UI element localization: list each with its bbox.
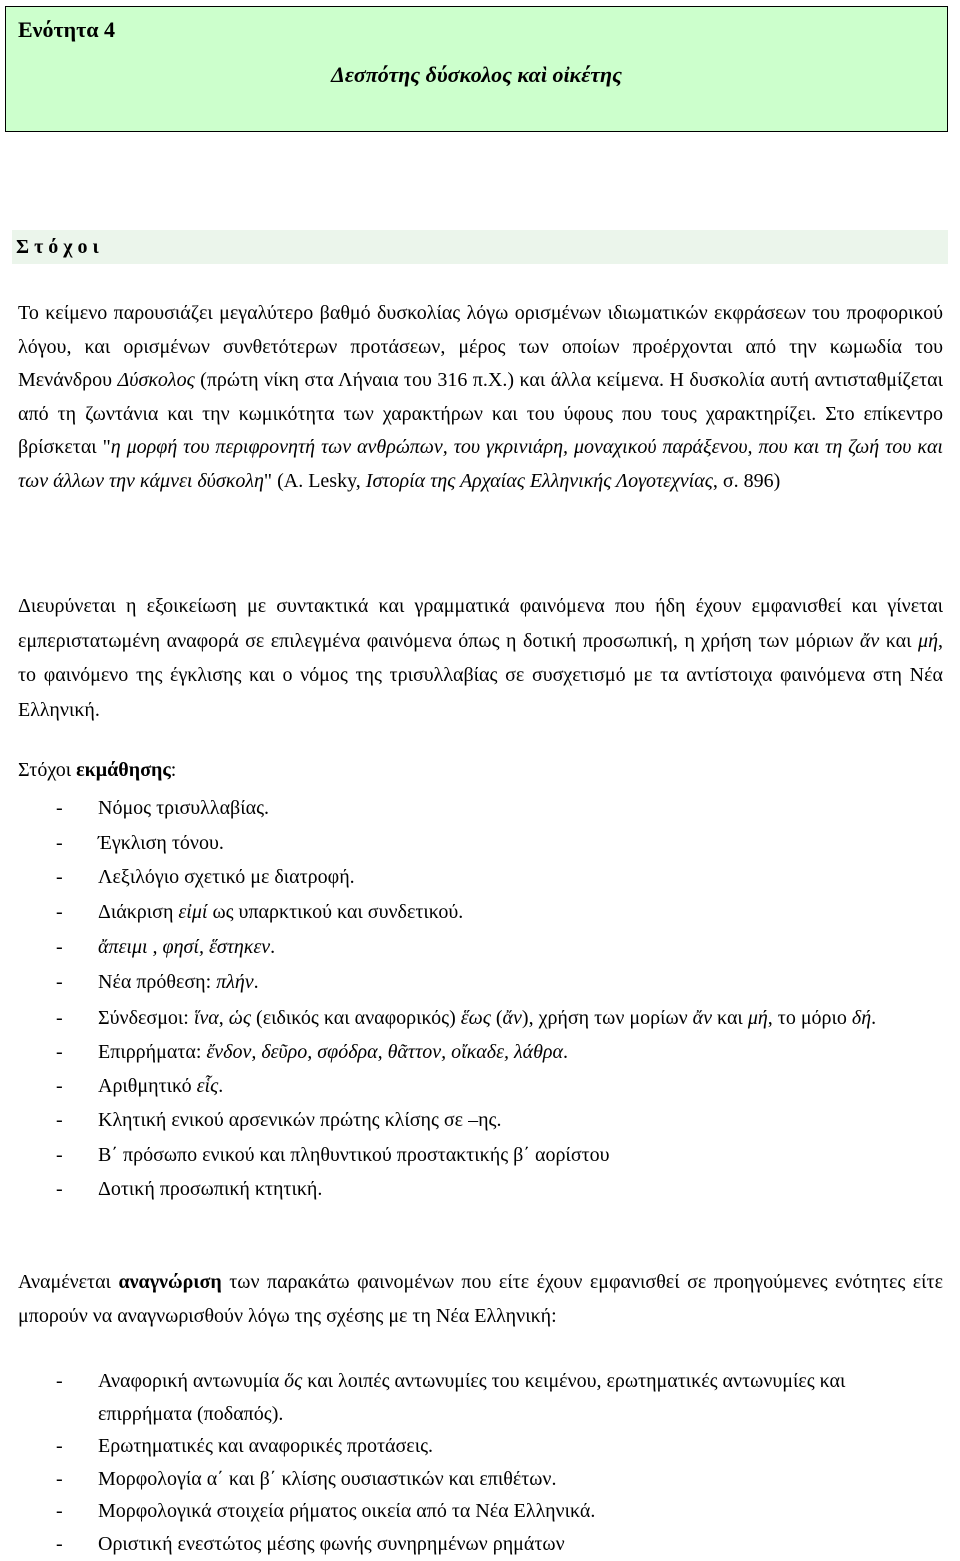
rec-bold: αναγνώριση	[118, 1271, 222, 1293]
list-item	[18, 1174, 943, 1205]
list-item-text: Νόμος τρισυλλαβίας.	[98, 797, 269, 819]
list-item	[18, 932, 943, 963]
list-item-italic-text: ἄν	[502, 1007, 522, 1029]
fam-mi: μή	[918, 629, 939, 652]
list-item-text: Σύνδεσμοι:	[98, 1007, 194, 1029]
list-bullet-dash: -	[56, 1109, 63, 1131]
intro-text-a: Το κείμενο παρουσιάζει μεγαλύτερο βαθμό δυσκολίας λόγω ορισμένων ιδιωματικών εκφράσεων του προφορικού λόγου, και ορισμένων συνθετότερων προτάσεων, μέρος των οποίων προέρχονται από την κωμωδία του Μενάνδρου	[18, 302, 943, 391]
intro-text-c: (πρώτη νίκη στα Λήναια του 316 π.Χ.) και άλλα κείμενα. Η δυσκολία αυτή αντισταθμίζεται από τη ζωντάνια και την κωμικότητα των χαρακτήρων και του ύφους που τους χαρακτηρίζει. Στο επίκεντρο βρίσκεται "	[18, 369, 943, 458]
list-item	[18, 862, 943, 893]
objectives-heading: Σ τ ό χ ο ι	[12, 230, 948, 264]
list-bullet-dash: -	[56, 900, 63, 923]
list-item	[18, 1071, 943, 1102]
unit-number: Ενότητα 4	[18, 17, 116, 42]
fam-text-c: και	[879, 629, 919, 652]
list-item-text: .	[871, 1007, 877, 1029]
list-bullet-dash: -	[56, 971, 63, 993]
list-item-italic-text: εἷς	[196, 1074, 219, 1097]
intro-quote: η μορφή του περιφρονητή των ανθρώπων, του γκρινιάρη, μοναχικού παράξενου, που και τη ζωή του και των άλλων την κάμνει δύσκολη	[18, 436, 943, 492]
list-bullet-dash: -	[56, 831, 63, 854]
list-bullet-dash: -	[56, 866, 63, 888]
recognition-paragraph	[18, 1265, 943, 1333]
learning-suffix: :	[170, 759, 177, 781]
list-item	[18, 1496, 943, 1527]
list-item-italic-text: μή	[747, 1007, 768, 1029]
list-item	[18, 793, 943, 824]
list-item-text: .	[270, 935, 276, 958]
list-item-italic-text: ἔνδον, δεῦρο, σφόδρα, θᾶττον, οἴκαδε, λάθρα	[206, 1040, 564, 1063]
list-item	[18, 897, 943, 928]
list-bullet-dash: -	[56, 797, 63, 819]
list-item	[18, 1365, 943, 1431]
list-item-italic-text: ἄπειμι , φησί, ἕστηκεν	[98, 935, 271, 958]
list-bullet-dash: -	[56, 1007, 63, 1029]
unit-header-box	[5, 6, 948, 132]
learning-goals-list	[18, 793, 943, 1209]
list-item-italic-text: ὡς	[228, 1007, 252, 1029]
list-item	[18, 967, 943, 998]
list-item-text: και	[712, 1007, 748, 1029]
list-item-text: ως υπαρκτικού και συνδετικού.	[207, 900, 464, 923]
intro-book-title: Ιστορία της Αρχαίας Ελληνικής Λογοτεχνίας	[365, 469, 713, 492]
list-item-text: .	[253, 971, 259, 993]
list-item-text: .	[218, 1074, 224, 1097]
list-item	[18, 1140, 943, 1171]
rec-text-c: των παρακάτω φαινομένων που είτε έχουν εμφανισθεί σε προηγούμενες ενότητες είτε μπορούν να αναγνωρισθούν λόγω της σχέσης με τη Νέα Ελληνική:	[18, 1271, 943, 1327]
list-item-text: .	[563, 1040, 569, 1063]
list-bullet-dash: -	[56, 935, 63, 958]
list-item-italic-text: ἄν	[692, 1007, 713, 1029]
intro-play-title: Δύσκολος	[117, 369, 195, 391]
familiarization-paragraph	[18, 589, 943, 727]
list-item-text: (	[490, 1007, 503, 1029]
list-item	[18, 1464, 943, 1495]
learning-prefix: Στόχοι	[18, 759, 77, 781]
list-item-text: Δοτική προσωπική κτητική.	[98, 1178, 323, 1200]
intro-text-g: , σ. 896)	[712, 469, 781, 492]
list-item	[18, 1105, 943, 1136]
list-item	[18, 1002, 943, 1035]
list-item-italic-text: δή	[851, 1007, 872, 1029]
list-bullet-dash: -	[56, 1074, 63, 1097]
list-item	[18, 1037, 943, 1068]
learning-bold: εκμάθησης	[76, 759, 171, 781]
list-item-text: ,	[218, 1007, 229, 1029]
list-item-text: Έγκλιση τόνου.	[98, 831, 224, 854]
unit-title: Δεσπότης δύσκολος καὶ οἰκέτης	[331, 62, 622, 87]
list-item-text: Ερωτηματικές και αναφορικές προτάσεις.	[98, 1435, 434, 1457]
list-item-text: (ειδικός και αναφορικός)	[251, 1007, 461, 1029]
fam-text-a: Διευρύνεται η εξοικείωση με συντακτικά και γραμματικά φαινόμενα που ήδη έχουν εμφανισθεί και γίνεται εμπεριστατωμένη αναφορά σε επιλεγμένα φαινόμενα όπως η δοτική προσωπική, η χρήση των μόριων	[18, 595, 943, 652]
list-item-text: Κλητική ενικού αρσενικών πρώτης κλίσης σε –ης.	[98, 1109, 502, 1131]
list-item-text: Διάκριση	[98, 900, 179, 923]
list-item-italic-text: ὅς	[284, 1370, 303, 1392]
list-item-text: Μορφολογία α΄ και β΄ κλίσης ουσιαστικών και επιθέτων.	[98, 1467, 557, 1490]
rec-text-a: Αναμένεται	[18, 1271, 119, 1293]
list-bullet-dash: -	[56, 1178, 63, 1200]
list-bullet-dash: -	[56, 1435, 63, 1457]
list-item-text: Αναφορική αντωνυμία	[98, 1370, 285, 1392]
list-item	[18, 1431, 943, 1462]
list-item	[18, 1529, 943, 1560]
list-item-italic-text: εἰμί	[178, 900, 208, 923]
list-item-text: Οριστική ενεστώτος μέσης φωνής συνηρημένων ρημάτων	[98, 1532, 565, 1555]
fam-an: ἄν	[859, 629, 880, 652]
list-bullet-dash: -	[56, 1370, 63, 1392]
list-bullet-dash: -	[56, 1500, 63, 1522]
list-item-text: Μορφολογικά στοιχεία ρήματος οικεία από τα Νέα Ελληνικά.	[98, 1500, 596, 1522]
fam-text-e: , το φαινόμενο της έγκλισης και ο νόμος της τρισυλλαβίας σε συσχετισμό με τα αντίστοιχα φαινόμενα στη Νέα Ελληνική.	[18, 629, 944, 721]
list-item-text: ), χρήση των μορίων	[521, 1007, 693, 1029]
list-item-text: Νέα πρόθεση:	[98, 971, 217, 993]
list-bullet-dash: -	[56, 1532, 63, 1555]
learning-goals-heading	[18, 759, 176, 782]
recognition-list	[18, 1365, 943, 1561]
list-item-italic-text: ἵνα	[193, 1007, 219, 1029]
list-item-text: Β΄ πρόσωπο ενικού και πληθυντικού προστακτικής β΄ αορίστου	[98, 1143, 610, 1166]
list-item-text: , το μόριο	[767, 1007, 852, 1029]
intro-text-e: " (A. Lesky,	[263, 469, 366, 492]
list-item-text: Λεξιλόγιο σχετικό με διατροφή.	[98, 866, 355, 888]
list-item-text: Επιρρήματα:	[98, 1040, 207, 1063]
list-item-text: Αριθμητικό	[98, 1074, 197, 1097]
list-bullet-dash: -	[56, 1040, 63, 1063]
list-bullet-dash: -	[56, 1143, 63, 1166]
list-item	[18, 828, 943, 859]
list-item-italic-text: πλήν	[216, 971, 254, 993]
list-item-text: και λοιπές αντωνυμίες του κειμένου, ερωτηματικές αντωνυμίες και επιρρήματα (ποδαπός).	[98, 1370, 846, 1425]
list-bullet-dash: -	[56, 1467, 63, 1490]
list-item-italic-text: ἕως	[460, 1007, 491, 1029]
intro-paragraph	[18, 297, 943, 498]
